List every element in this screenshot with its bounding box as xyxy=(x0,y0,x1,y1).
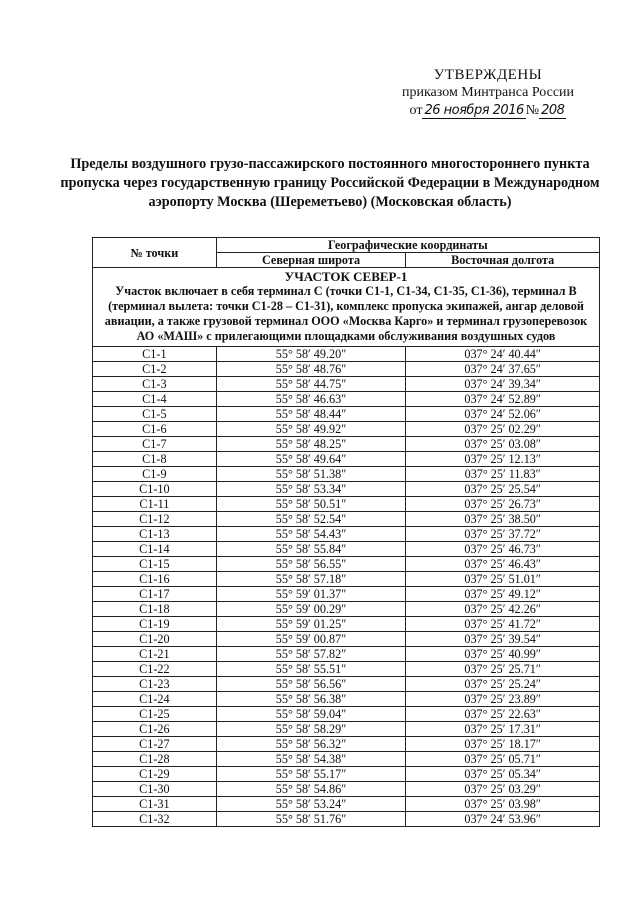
table-row xyxy=(93,377,600,392)
point-id-cell: С1-19 xyxy=(93,617,217,632)
longitude-cell: 037° 25′ 17.31″ xyxy=(406,722,600,737)
latitude-cell: 55° 58′ 56.56″ xyxy=(216,677,406,692)
point-id-cell: С1-31 xyxy=(93,797,217,812)
latitude-cell: 55° 58′ 54.38″ xyxy=(216,752,406,767)
coordinates-table xyxy=(92,237,600,827)
table-row xyxy=(93,467,600,482)
longitude-cell: 037° 24′ 52.06″ xyxy=(406,407,600,422)
longitude-cell: 037° 25′ 51.01″ xyxy=(406,572,600,587)
longitude-cell: 037° 25′ 26.73″ xyxy=(406,497,600,512)
longitude-cell: 037° 24′ 39.34″ xyxy=(406,377,600,392)
latitude-cell: 55° 58′ 44.75″ xyxy=(216,377,406,392)
latitude-cell: 55° 59′ 00.29″ xyxy=(216,602,406,617)
approval-title: УТВЕРЖДЕНЫ xyxy=(433,67,543,83)
table-row xyxy=(93,602,600,617)
table-row xyxy=(93,347,600,362)
table-row xyxy=(93,422,600,437)
latitude-cell: 55° 58′ 55.84″ xyxy=(216,542,406,557)
longitude-cell: 037° 25′ 40.99″ xyxy=(406,647,600,662)
latitude-cell: 55° 58′ 59.04″ xyxy=(216,707,406,722)
latitude-cell: 55° 58′ 54.86″ xyxy=(216,782,406,797)
point-id-cell: С1-17 xyxy=(93,587,217,602)
longitude-cell: 037° 25′ 42.26″ xyxy=(406,602,600,617)
point-id-cell: С1-28 xyxy=(93,752,217,767)
table-row xyxy=(93,692,600,707)
latitude-cell: 55° 58′ 49.20″ xyxy=(216,347,406,362)
table-row xyxy=(93,722,600,737)
table-row xyxy=(93,767,600,782)
latitude-cell: 55° 58′ 48.25″ xyxy=(216,437,406,452)
latitude-cell: 55° 59′ 01.25″ xyxy=(216,617,406,632)
table-row xyxy=(93,587,600,602)
latitude-cell: 55° 58′ 57.82″ xyxy=(216,647,406,662)
point-id-cell: С1-32 xyxy=(93,812,217,827)
point-id-cell: С1-8 xyxy=(93,452,217,467)
longitude-cell: 037° 25′ 18.17″ xyxy=(406,737,600,752)
latitude-cell: 55° 58′ 56.55″ xyxy=(216,557,406,572)
table-row xyxy=(93,437,600,452)
longitude-cell: 037° 25′ 11.83″ xyxy=(406,467,600,482)
longitude-cell: 037° 25′ 37.72″ xyxy=(406,527,600,542)
latitude-cell: 55° 59′ 00.87″ xyxy=(216,632,406,647)
approval-date-line xyxy=(388,102,588,120)
number-prefix: № xyxy=(525,103,540,118)
point-id-cell: С1-10 xyxy=(93,482,217,497)
longitude-cell: 037° 25′ 22.63″ xyxy=(406,707,600,722)
table-row xyxy=(93,572,600,587)
latitude-cell: 55° 58′ 56.32″ xyxy=(216,737,406,752)
table-row xyxy=(93,752,600,767)
latitude-cell: 55° 58′ 58.29″ xyxy=(216,722,406,737)
point-id-cell: С1-2 xyxy=(93,362,217,377)
point-id-cell: С1-11 xyxy=(93,497,217,512)
point-id-cell: С1-22 xyxy=(93,662,217,677)
latitude-cell: 55° 58′ 53.34″ xyxy=(216,482,406,497)
longitude-cell: 037° 24′ 40.44″ xyxy=(406,347,600,362)
longitude-cell: 037° 25′ 46.43″ xyxy=(406,557,600,572)
point-id-cell: С1-16 xyxy=(93,572,217,587)
latitude-cell: 55° 58′ 49.64″ xyxy=(216,452,406,467)
latitude-cell: 55° 58′ 53.24″ xyxy=(216,797,406,812)
section-header xyxy=(93,268,600,347)
table-row xyxy=(93,512,600,527)
point-id-cell: С1-29 xyxy=(93,767,217,782)
header-geo-coordinates: Географические координаты xyxy=(216,238,599,253)
point-id-cell: С1-15 xyxy=(93,557,217,572)
point-id-cell: С1-6 xyxy=(93,422,217,437)
table-row xyxy=(93,782,600,797)
point-id-cell: С1-5 xyxy=(93,407,217,422)
point-id-cell: С1-3 xyxy=(93,377,217,392)
table-row xyxy=(93,797,600,812)
longitude-cell: 037° 25′ 02.29″ xyxy=(406,422,600,437)
longitude-cell: 037° 25′ 46.73″ xyxy=(406,542,600,557)
header-latitude: Северная широта xyxy=(216,253,406,268)
longitude-cell: 037° 24′ 37.65″ xyxy=(406,362,600,377)
longitude-cell: 037° 25′ 05.34″ xyxy=(406,767,600,782)
table-row xyxy=(93,557,600,572)
section-name: УЧАСТОК СЕВЕР-1 xyxy=(284,269,408,284)
latitude-cell: 55° 58′ 55.17″ xyxy=(216,767,406,782)
longitude-cell: 037° 24′ 53.96″ xyxy=(406,812,600,827)
longitude-cell: 037° 25′ 03.08″ xyxy=(406,437,600,452)
table-row xyxy=(93,392,600,407)
table-row xyxy=(93,497,600,512)
longitude-cell: 037° 25′ 49.12″ xyxy=(406,587,600,602)
latitude-cell: 55° 58′ 57.18″ xyxy=(216,572,406,587)
point-id-cell: С1-26 xyxy=(93,722,217,737)
point-id-cell: С1-12 xyxy=(93,512,217,527)
handwritten-number: 208 xyxy=(541,103,565,118)
longitude-cell: 037° 25′ 39.54″ xyxy=(406,632,600,647)
latitude-cell: 55° 58′ 48.44″ xyxy=(216,407,406,422)
point-id-cell: С1-30 xyxy=(93,782,217,797)
longitude-cell: 037° 25′ 25.54″ xyxy=(406,482,600,497)
approval-stamp xyxy=(388,66,588,120)
header-point-number: № точки xyxy=(93,238,217,268)
section-description: Участок включает в себя терминал С (точки С1-1, С1-34, С1-35, С1-36), терминал В (терминал вылета: точки С1-28 – С1-31), комплекс пропуска экипажей, ангар деловой авиации, а также грузовой терминал ООО «Москва Карго» и терминал грузоперевозок АО «МАШ» с прилегающими площадками обслуживания воздушных судов xyxy=(104,284,588,343)
table-row xyxy=(93,407,600,422)
point-id-cell: С1-4 xyxy=(93,392,217,407)
latitude-cell: 55° 58′ 51.38″ xyxy=(216,467,406,482)
latitude-cell: 55° 58′ 49.92″ xyxy=(216,422,406,437)
table-row xyxy=(93,737,600,752)
date-prefix: от xyxy=(409,103,423,118)
point-id-cell: С1-13 xyxy=(93,527,217,542)
latitude-cell: 55° 58′ 46.63″ xyxy=(216,392,406,407)
point-id-cell: С1-7 xyxy=(93,437,217,452)
header-longitude: Восточная долгота xyxy=(406,253,600,268)
latitude-cell: 55° 58′ 54.43″ xyxy=(216,527,406,542)
point-id-cell: С1-24 xyxy=(93,692,217,707)
table-row xyxy=(93,542,600,557)
table-row xyxy=(93,812,600,827)
table-row xyxy=(93,662,600,677)
point-id-cell: С1-14 xyxy=(93,542,217,557)
latitude-cell: 55° 58′ 51.76″ xyxy=(216,812,406,827)
longitude-cell: 037° 25′ 25.24″ xyxy=(406,677,600,692)
point-id-cell: С1-1 xyxy=(93,347,217,362)
table-row xyxy=(93,482,600,497)
point-id-cell: С1-18 xyxy=(93,602,217,617)
point-id-cell: С1-20 xyxy=(93,632,217,647)
latitude-cell: 55° 58′ 55.51″ xyxy=(216,662,406,677)
longitude-cell: 037° 25′ 05.71″ xyxy=(406,752,600,767)
longitude-cell: 037° 25′ 38.50″ xyxy=(406,512,600,527)
table-row xyxy=(93,707,600,722)
approval-order-line: приказом Минтранса России xyxy=(401,85,575,100)
latitude-cell: 55° 58′ 52.54″ xyxy=(216,512,406,527)
longitude-cell: 037° 25′ 41.72″ xyxy=(406,617,600,632)
point-id-cell: С1-9 xyxy=(93,467,217,482)
table-row xyxy=(93,362,600,377)
latitude-cell: 55° 58′ 48.76″ xyxy=(216,362,406,377)
table-row xyxy=(93,452,600,467)
table-row xyxy=(93,647,600,662)
longitude-cell: 037° 24′ 52.89″ xyxy=(406,392,600,407)
point-id-cell: С1-21 xyxy=(93,647,217,662)
longitude-cell: 037° 25′ 12.13″ xyxy=(406,452,600,467)
point-id-cell: С1-25 xyxy=(93,707,217,722)
longitude-cell: 037° 25′ 25.71″ xyxy=(406,662,600,677)
longitude-cell: 037° 25′ 03.98″ xyxy=(406,797,600,812)
handwritten-date: 26 ноября 2016 xyxy=(424,103,524,118)
table-row xyxy=(93,632,600,647)
table-row xyxy=(93,527,600,542)
latitude-cell: 55° 58′ 56.38″ xyxy=(216,692,406,707)
longitude-cell: 037° 25′ 03.29″ xyxy=(406,782,600,797)
latitude-cell: 55° 59′ 01.37″ xyxy=(216,587,406,602)
document-title: Пределы воздушного грузо-пассажирского постоянного многостороннего пункта пропуска через государственную границу Российской Федерации в Международном аэропорту Москва (Шереметьево) (Московская область) xyxy=(60,156,600,210)
point-id-cell: С1-27 xyxy=(93,737,217,752)
latitude-cell: 55° 58′ 50.51″ xyxy=(216,497,406,512)
longitude-cell: 037° 25′ 23.89″ xyxy=(406,692,600,707)
table-row xyxy=(93,677,600,692)
table-row xyxy=(93,617,600,632)
point-id-cell: С1-23 xyxy=(93,677,217,692)
